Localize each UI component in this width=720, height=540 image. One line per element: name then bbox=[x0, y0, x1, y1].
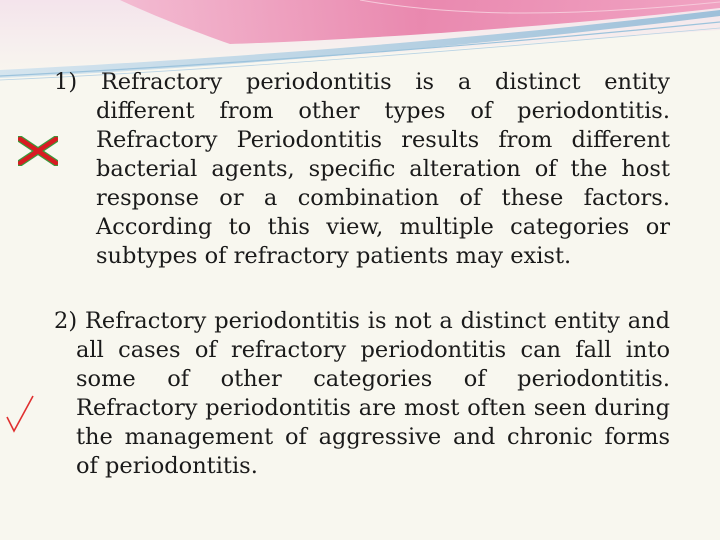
point-1 bbox=[54, 68, 670, 271]
point-2-number: 2) bbox=[54, 308, 85, 334]
point-1-number: 1) bbox=[54, 69, 101, 95]
check-mark-icon bbox=[4, 393, 36, 435]
point-2 bbox=[54, 307, 670, 481]
cross-mark-icon bbox=[18, 136, 58, 166]
point-1-text: Refractory periodontitis is a distinct entity different from other types of periodontitis. Refractory Periodontitis results from different bacterial agents, specific alteration of the host response or a combination of these factors. According to this view, multiple categories or subtypes of refractory patients may exist. bbox=[96, 69, 671, 269]
point-2-text: Refractory periodontitis is not a distinct entity and all cases of refractory periodontitis can fall into some of other categories of periodontitis. Refractory periodontitis are most often seen during the management of aggressive and chronic forms of periodontitis. bbox=[76, 308, 670, 479]
